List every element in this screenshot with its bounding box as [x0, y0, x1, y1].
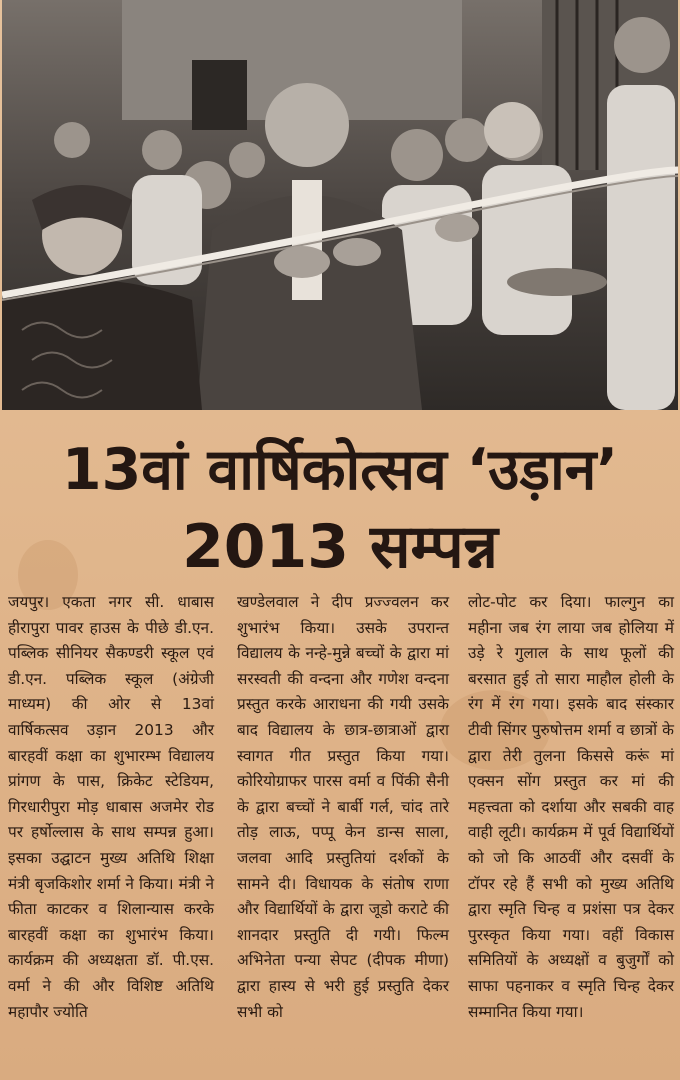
headline-line-1: 13वां वार्षिकोत्सव ‘उड़ान’	[61, 437, 619, 503]
headline-line-2: 2013 सम्पन्न	[182, 512, 498, 582]
event-photo	[2, 0, 678, 410]
article-column-3: लोट-पोट कर दिया। फाल्गुन का महीना जब रंग लाया जब होलिया में उड़े रे गुलाल के साथ फूलों की बरसात हुई तो सारा माहौल होली के रंग में रंग गया। इसके बाद संस्कार टीवी सिंगर पुरुषोत्तम शर्मा व छात्रों के द्वारा तेरी तुलना किससे करूं मां एक्सन सोंग प्रस्तुत कर मां की महत्त्वता को दर्शाया और सबकी वाह वाही लूटी। कार्यक्रम में पूर्व विद्यार्थियों को जो कि आठवीं और दसवीं के टॉपर रहे हैं सभी को मुख्य अतिथि द्वारा स्मृति चिन्ह व प्रशंसा पत्र देकर पुरस्कृत किया गया। वहीं विकास समितियों के अध्यक्षों व बुजुर्गों को साफा पहनाकर व स्मृति चिन्ह देकर सम्मानित किया गया।	[468, 593, 674, 1021]
article-column-2: खण्डेलवाल ने दीप प्रज्ज्वलन कर शुभारंभ किया। उसके उपरान्त विद्यालय के नन्हे-मुन्ने बच्चों के द्वारा मां सरस्वती की वन्दना और गणेश वन्दना प्रस्तुत करके आराधना की गयी उसके बाद विद्यालय के छात्र-छात्राओं द्वारा स्वागत गीत प्रस्तुत किया गया। कोरियोग्राफर पारस वर्मा व पिंकी सैनी के द्वारा बच्चों ने बार्बी गर्ल, चांद तारे तोड़ लाऊ, पप्पू केन डान्स साला, जलवा आदि प्रस्तुतियां दर्शकों के सामने दी। विधायक के संतोष राणा और विद्यार्थियों के द्वारा जूडो कराटे की शानदार प्रस्तुति दी गयी। फिल्म अभिनेता पन्या सेपट (दीपक मीणा) द्वारा हास्य से भरी हुई प्रस्तुति देकर सभी को	[237, 593, 449, 1021]
article-body	[0, 590, 680, 1075]
ribbon-cutting-photo	[2, 0, 678, 410]
article-column-1: जयपुर। एकता नगर सी. धाबास हीरापुरा पावर हाउस के पीछे डी.एन. पब्लिक सीनियर सैकण्डरी स्कूल एवं डी.एन. पब्लिक स्कूल (अंग्रेजी माध्यम) की ओर से 13वां वार्षिकत्सव उड़ान 2013 और बारहवीं कक्षा का शुभारम्भ विद्यालय प्रांगण के पास, क्रिकेट स्टेडियम, गिरधारीपुरा मोड़ धाबास अजमेर रोड पर हर्षोल्लास के साथ सम्पन्न हुआ। इसका उद्घाटन मुख्य अतिथि शिक्षा मंत्री बृजकिशोर शर्मा ने किया। मंत्री ने फीता काटकर व शिलान्यास करके बारहवीं कक्षा का शुभारंभ किया। कार्यक्रम की अध्यक्षता डॉ. पी.एस. वर्मा ने की और विशिष्ट अतिथि महापौर ज्योति	[8, 593, 214, 1021]
